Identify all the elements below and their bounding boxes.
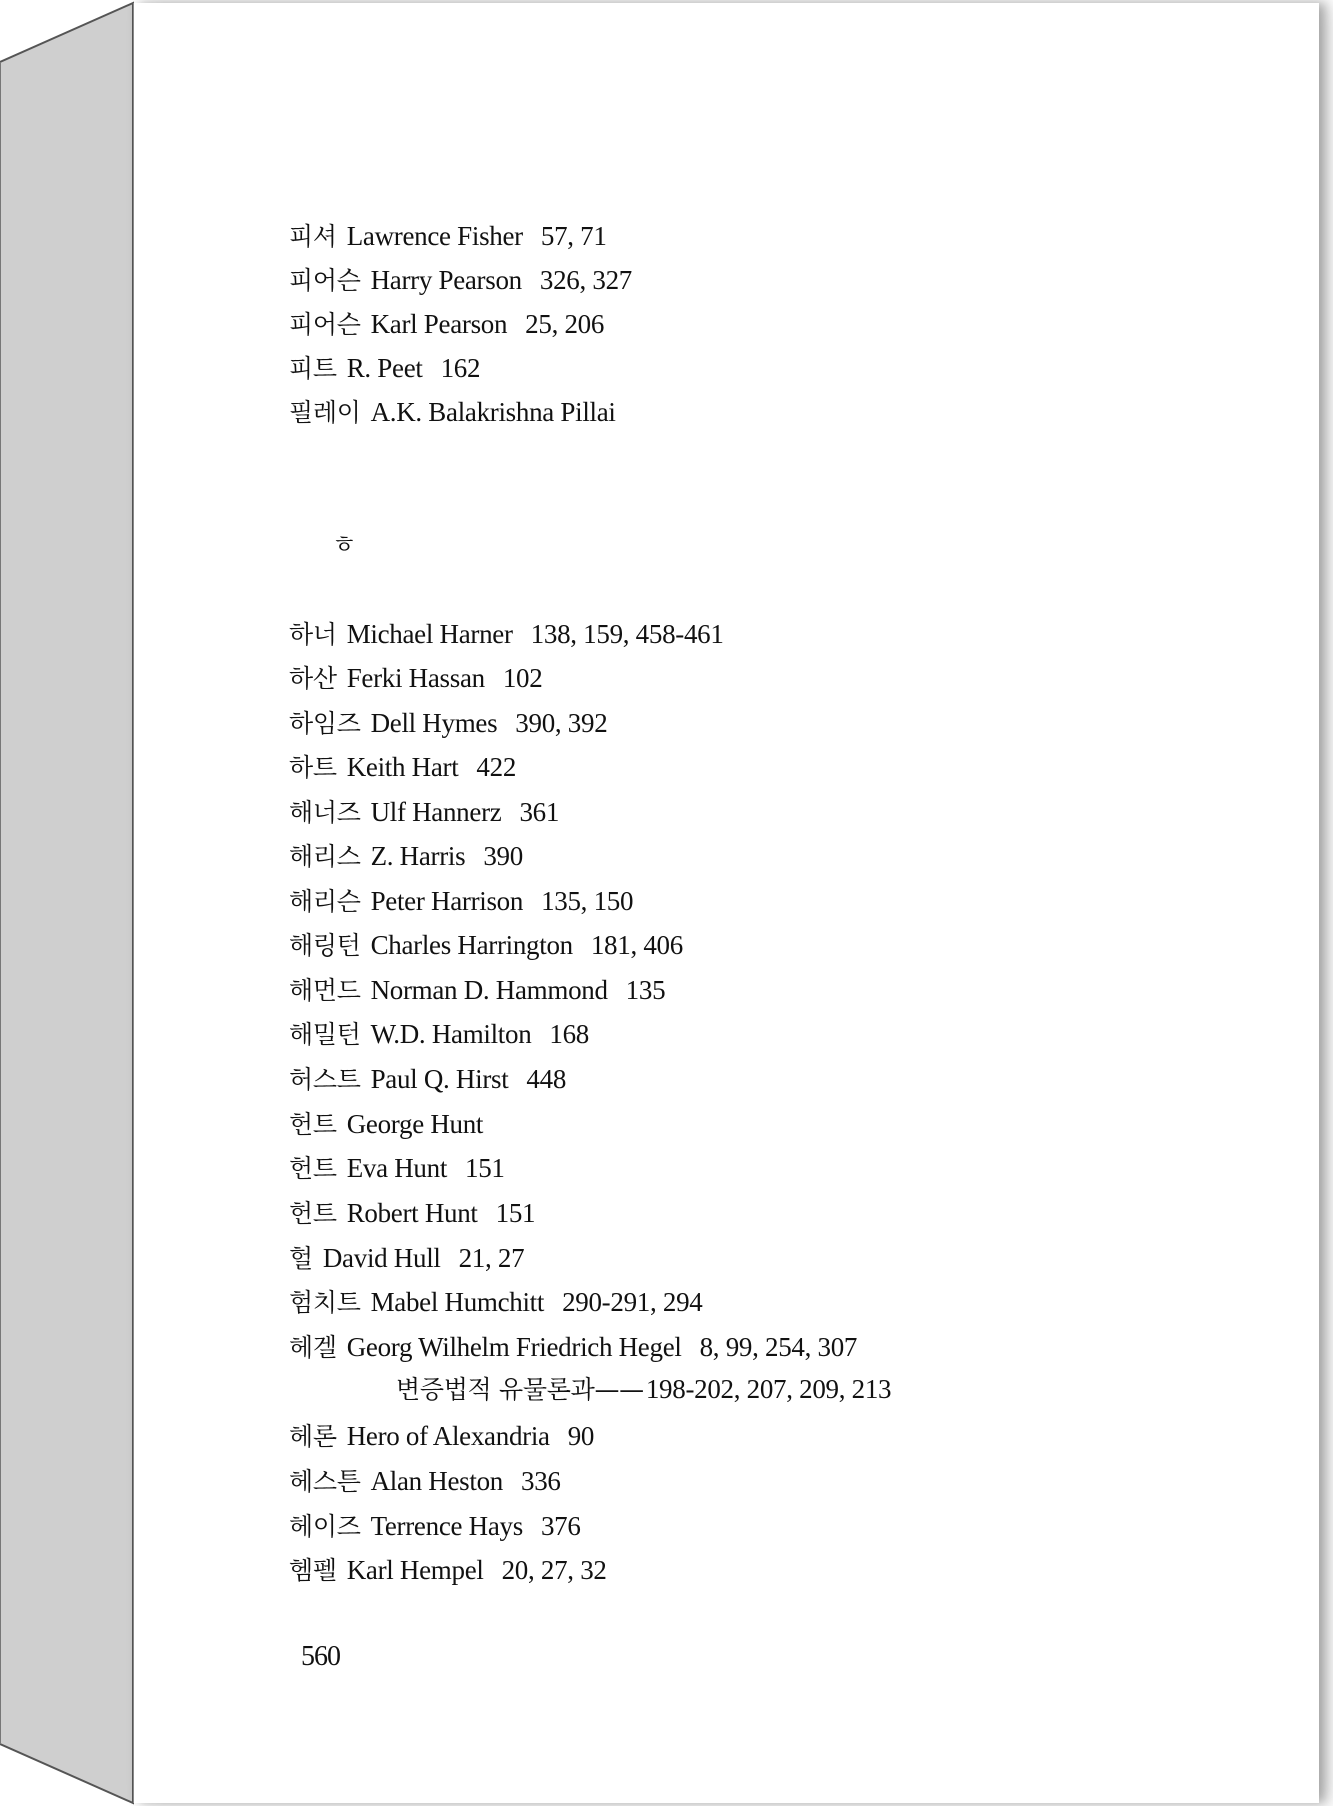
entry-page-refs: 290-291, 294 — [562, 1287, 703, 1317]
entry-korean-name: 하트 — [289, 753, 337, 782]
entry-original-name: David Hull — [322, 1243, 441, 1273]
entry-korean-name: 하산 — [289, 664, 337, 693]
index-entry — [289, 219, 607, 254]
entry-page-refs: 20, 27, 32 — [501, 1555, 607, 1585]
index-entry — [289, 928, 683, 963]
index-entry — [289, 1419, 594, 1454]
entry-original-name: Norman D. Hammond — [370, 975, 608, 1005]
sub-entry-page-refs: 198-202, 207, 209, 213 — [645, 1374, 892, 1404]
index-entry — [289, 1062, 566, 1097]
entry-page-refs: 21, 27 — [458, 1243, 525, 1273]
index-entry — [289, 795, 559, 830]
entry-page-refs: 151 — [465, 1153, 505, 1183]
entry-korean-name: 하너 — [289, 620, 337, 649]
entry-korean-name: 해밀턴 — [289, 1020, 361, 1049]
entry-original-name: Lawrence Fisher — [346, 221, 523, 251]
entry-korean-name: 피셔 — [289, 222, 337, 251]
index-entry — [289, 307, 604, 342]
entry-korean-name: 헤이즈 — [289, 1512, 361, 1541]
entry-page-refs: 151 — [495, 1198, 536, 1228]
page-number: 560 — [301, 1641, 340, 1672]
entry-korean-name: 피트 — [289, 354, 337, 383]
entry-korean-name: 헴펠 — [289, 1556, 337, 1585]
index-entry — [289, 1151, 505, 1186]
index-entry — [289, 1285, 702, 1320]
entry-page-refs: 326, 327 — [539, 265, 632, 295]
index-sub-entry — [396, 1372, 891, 1407]
entry-original-name: Alan Heston — [370, 1466, 503, 1496]
index-entry — [289, 1330, 857, 1365]
index-entry — [289, 351, 480, 386]
entry-korean-name: 헌트 — [289, 1154, 337, 1183]
entry-original-name: Ferki Hassan — [346, 663, 485, 693]
index-entry — [289, 973, 665, 1008]
entry-korean-name: 험치트 — [289, 1288, 361, 1317]
entry-korean-name: 허스트 — [289, 1065, 361, 1094]
index-entry — [289, 263, 632, 298]
entry-page-refs: 8, 99, 254, 307 — [699, 1332, 858, 1362]
entry-original-name: Karl Hempel — [346, 1555, 484, 1585]
index-entry-list — [134, 3, 1319, 1803]
entry-original-name: Robert Hunt — [346, 1198, 478, 1228]
section-heading: ㅎ — [332, 530, 357, 559]
entry-korean-name: 필레이 — [289, 398, 361, 427]
entry-korean-name: 헤겔 — [289, 1333, 337, 1362]
entry-page-refs: 168 — [549, 1019, 590, 1049]
entry-page-refs: 138, 159, 458-461 — [530, 619, 724, 649]
entry-korean-name: 해리스 — [289, 842, 361, 871]
entry-original-name: Z. Harris — [370, 841, 466, 871]
sub-entry-topic: 변증법적 유물론과—— — [396, 1375, 644, 1404]
entry-original-name: R. Peet — [346, 353, 423, 383]
entry-page-refs: 422 — [476, 752, 517, 782]
entry-korean-name: 헤스튼 — [289, 1467, 361, 1496]
entry-korean-name: 피어슨 — [289, 310, 361, 339]
entry-original-name: Michael Harner — [346, 619, 513, 649]
entry-original-name: Mabel Humchitt — [370, 1287, 545, 1317]
entry-original-name: Hero of Alexandria — [346, 1421, 550, 1451]
index-entry — [289, 1553, 607, 1588]
entry-page-refs: 90 — [567, 1421, 595, 1451]
index-entry — [289, 1196, 535, 1231]
entry-original-name: Charles Harrington — [370, 930, 573, 960]
entry-page-refs: 162 — [440, 353, 481, 383]
entry-page-refs: 448 — [526, 1064, 567, 1094]
index-entry — [289, 1241, 524, 1276]
book-spine-edge — [0, 0, 140, 1806]
entry-original-name: Paul Q. Hirst — [370, 1064, 509, 1094]
index-entry — [289, 884, 633, 919]
entry-page-refs: 336 — [521, 1466, 561, 1496]
index-entry — [289, 1107, 501, 1142]
entry-page-refs: 25, 206 — [525, 309, 605, 339]
entry-korean-name: 헌트 — [289, 1110, 337, 1139]
entry-page-refs: 361 — [519, 797, 560, 827]
entry-korean-name: 하임즈 — [289, 709, 361, 738]
index-entry — [289, 395, 634, 430]
entry-korean-name: 헤론 — [289, 1422, 337, 1451]
entry-page-refs: 390, 392 — [515, 708, 608, 738]
entry-korean-name: 헌트 — [289, 1199, 337, 1228]
entry-original-name: Keith Hart — [346, 752, 459, 782]
entry-original-name: Eva Hunt — [346, 1153, 448, 1183]
index-entry — [289, 1509, 581, 1544]
index-entry — [289, 1464, 561, 1499]
entry-page-refs: 135, 150 — [541, 886, 634, 916]
entry-original-name: Karl Pearson — [370, 309, 508, 339]
entry-original-name: Ulf Hannerz — [370, 797, 502, 827]
entry-page-refs: 135 — [625, 975, 666, 1005]
entry-korean-name: 헐 — [289, 1244, 313, 1273]
entry-original-name: Georg Wilhelm Friedrich Hegel — [346, 1332, 682, 1362]
entry-original-name: W.D. Hamilton — [370, 1019, 532, 1049]
entry-original-name: Harry Pearson — [370, 265, 522, 295]
index-entry — [289, 839, 523, 874]
entry-page-refs: 390 — [483, 841, 523, 871]
index-page — [133, 3, 1319, 1803]
entry-page-refs: 57, 71 — [540, 221, 607, 251]
entry-original-name: Peter Harrison — [370, 886, 524, 916]
index-entry — [289, 661, 542, 696]
entry-original-name: A.K. Balakrishna Pillai — [370, 397, 616, 427]
entry-korean-name: 해너즈 — [289, 798, 361, 827]
entry-original-name: George Hunt — [346, 1109, 484, 1139]
index-entry — [289, 706, 607, 741]
entry-original-name: Dell Hymes — [370, 708, 498, 738]
entry-korean-name: 해링턴 — [289, 931, 361, 960]
entry-page-refs: 376 — [540, 1511, 581, 1541]
entry-korean-name: 해리슨 — [289, 887, 361, 916]
entry-original-name: Terrence Hays — [370, 1511, 523, 1541]
index-entry — [289, 1017, 589, 1052]
entry-page-refs: 181, 406 — [590, 930, 683, 960]
entry-korean-name: 해먼드 — [289, 976, 361, 1005]
index-entry — [289, 617, 724, 652]
entry-page-refs: 102 — [502, 663, 543, 693]
index-entry — [289, 750, 516, 785]
entry-korean-name: 피어슨 — [289, 266, 361, 295]
